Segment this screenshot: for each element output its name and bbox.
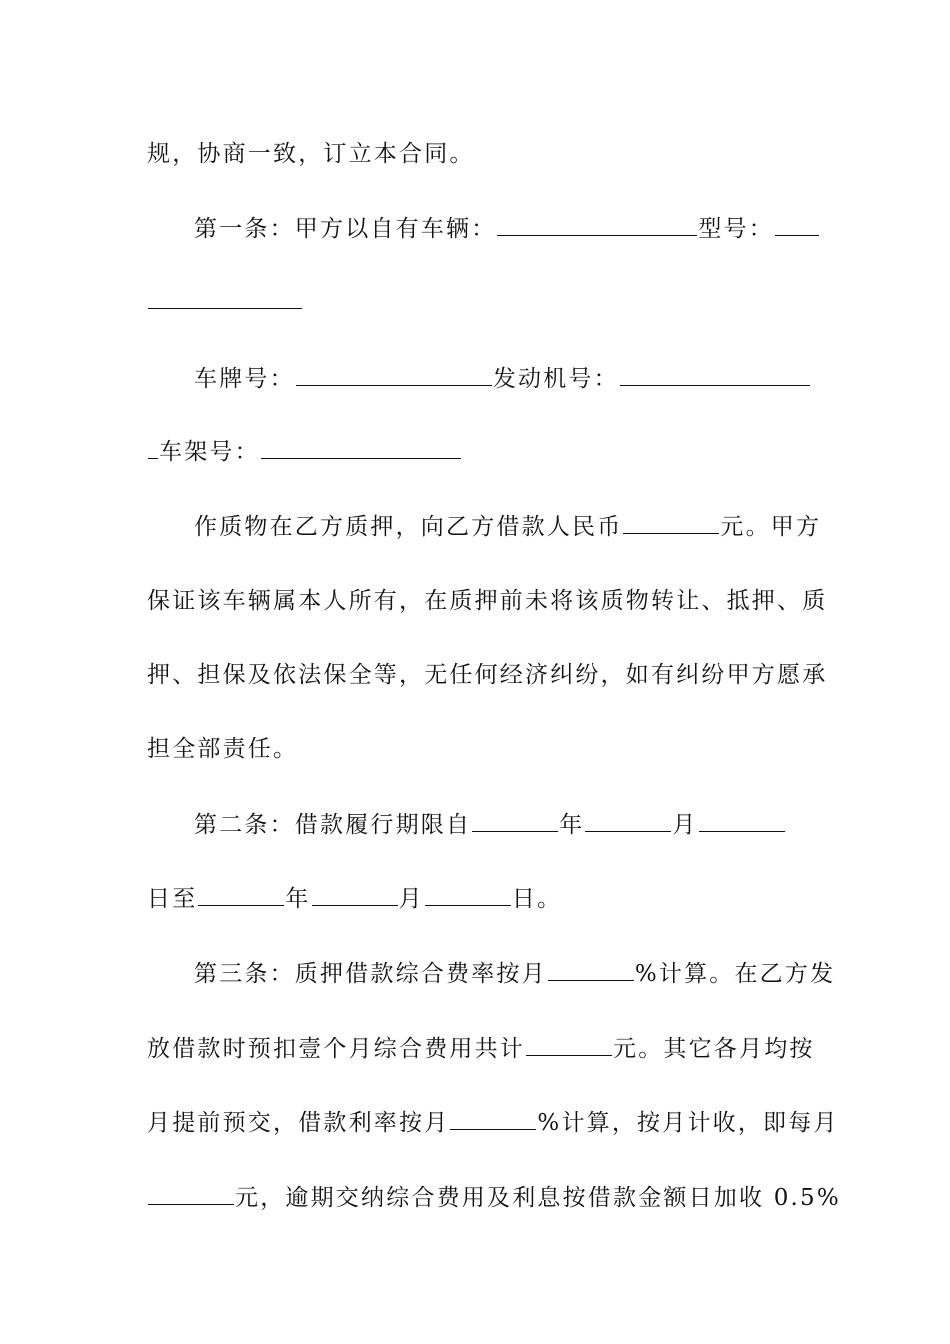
fill-blank[interactable] [585,809,671,832]
text-segment: 规，协商一致，订立本合同。 [147,141,475,167]
fill-blank[interactable] [548,958,634,981]
text-segment: 日。 [511,886,563,912]
fill-blank[interactable] [450,1107,536,1130]
fill-blank[interactable] [497,213,697,236]
text-segment: 元，逾期交纳综合费用及利息按借款金额日加收 0.5% [235,1185,841,1211]
text-segment: 第三条：质押借款综合费率按月 [194,961,547,987]
text-segment: 放借款时预扣壹个月综合费用共计 [147,1036,525,1062]
paragraph-line [194,363,854,394]
fill-blank[interactable] [148,286,302,309]
fill-blank[interactable] [198,883,284,906]
fill-blank[interactable] [472,809,558,832]
fill-blank[interactable] [148,1182,234,1205]
text-segment: 月提前预交，借款利率按月 [147,1110,450,1136]
text-segment: 型号： [698,216,775,242]
text-segment: 元。其它各月均按 [613,1036,815,1062]
text-segment: 车架号： [159,439,260,465]
text-segment: 第二条：借款履行期限自 [194,812,472,838]
text-segment: 发动机号： [492,366,619,392]
text-segment: 押、担保及依法保全等，无任何经济纠纷，如有纠纷甲方愿承 [147,662,828,688]
paragraph-line [194,809,854,840]
text-segment: 月 [398,886,424,912]
paragraph-line [147,436,807,467]
fill-blank[interactable] [148,436,158,459]
fill-blank[interactable] [312,883,398,906]
text-segment: 日至 [147,886,198,912]
text-segment: 保证该车辆属本人所有，在质押前未将该质物转让、抵押、质 [147,588,828,614]
paragraph-line [147,734,807,764]
fill-blank[interactable] [425,883,511,906]
fill-blank[interactable] [620,363,810,386]
fill-blank[interactable] [699,809,785,832]
fill-blank[interactable] [296,363,492,386]
paragraph-line [147,660,828,690]
text-segment: 第一条：甲方以自有车辆： [194,216,497,242]
text-segment: %计算，按月计收，即每月 [537,1110,839,1136]
text-segment: 元。甲方 [720,514,822,540]
text-segment: 月 [672,812,698,838]
paragraph-line [194,958,854,989]
text-segment: 作质物在乙方质押，向乙方借款人民币 [194,514,623,540]
paragraph-line [147,286,807,317]
paragraph-line [147,1182,841,1213]
text-segment: 担全部责任。 [147,736,299,762]
fill-blank[interactable] [526,1033,612,1056]
text-segment: 年 [559,812,585,838]
fill-blank[interactable] [623,511,719,534]
paragraph-line [147,139,807,169]
text-segment: %计算。在乙方发 [634,961,836,987]
fill-blank[interactable] [775,213,819,236]
text-segment: 车牌号： [194,366,295,392]
paragraph-line [147,1033,815,1064]
paragraph-line [147,883,807,914]
fill-blank[interactable] [261,436,461,459]
text-segment: 年 [285,886,311,912]
paragraph-line [147,1107,839,1138]
paragraph-line [194,213,854,244]
paragraph-line [194,511,854,542]
paragraph-line [147,586,828,616]
